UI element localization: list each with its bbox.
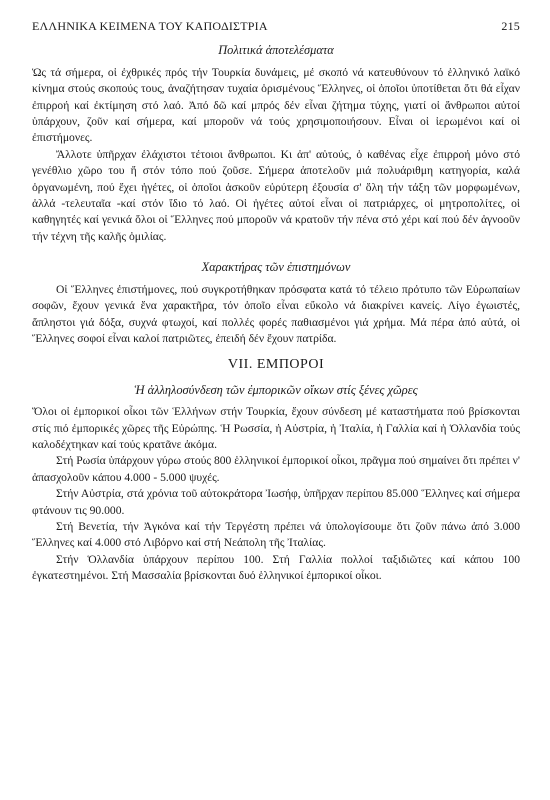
section-title-political-results: Πολιτικά ἀποτελέσματα xyxy=(218,43,334,58)
paragraph: Ὅλοι οἱ ἐμπορικοί οἶκοι τῶν Ἑλλήνων στήν Τουρκία, ἔχουν σύνδεση μέ καταστήματα πού βρίσκονται στίς πιό ἐμπορικές χῶρες τῆς Εὐρώπης. Ἡ Ρωσσία, ἡ Αὐστρία, ἡ Ἰταλία, ἡ Γαλλία καί ἡ Ὁλλανδία τούς καλοδέχτηκαν καί τούς κρατᾶνε ἀκόμα. xyxy=(32,405,520,451)
paragraph: Στή Βενετία, τήν Ἀγκόνα καί τήν Τεργέστη πρέπει νά ὑπολογίσουμε ὅτι ζοῦν πάνω ἀπό 3.000 Ἕλληνες καί 4.000 στό Λιβόρνο καί στή Νεάπολη τῆς Ἰταλίας. xyxy=(32,519,520,550)
paragraph: Στήν Αὐστρία, στά χρόνια τοῦ αὐτοκράτορα Ἰωσήφ, ὑπῆρχαν περίπου 85.000 Ἕλληνες καί σήμερα φτάνουν τις 90.000. xyxy=(32,487,520,517)
running-head xyxy=(32,18,520,34)
paragraph: Στήν Ὁλλανδία ὑπάρχουν περίπου 100. Στή Γαλλία πολλοί ταξιδιῶτες καί κάπου 100 ἐγκατεστημένοι. Στή Μασσαλία βρίσκονται δυό ἑλληνικοί ἐμπορικοί οἶκοι. xyxy=(32,552,520,583)
page-number: 215 xyxy=(501,19,520,33)
paragraph: Οἱ Ἕλληνες ἐπιστήμονες, πού συγκροτήθηκαν πρόσφατα κατά τό τέλειο πρότυπο τῶν Εὐρωπαίων σοφῶν, ἔχουν γενικά ἕνα χαρακτῆρα, τόν ὁποῖο εἶναι εὔκολο νά διακρίνει κανείς. Λίγο ἐγωιστές, ἄπληστοι γιά δόξα, συχνά φτωχοί, καί πολλές φορές παθιασμένοι γιά χρήμα. Μά πέρα ἀπό αὐτά, οἱ Ἕλληνες σοφοί εἶναι καλοί πατριῶτες, ἐπειδή δέν ἔχουν πατρίδα. xyxy=(32,282,520,345)
chapter-title: VII. ΕΜΠΟΡΟΙ xyxy=(227,357,325,373)
section-title-trade-houses: Ἡ ἀλληλοσύνδεση τῶν ἐμπορικῶν οἴκων στίς ξένες χῶρες xyxy=(134,382,418,397)
paragraph: Ὡς τά σήμερα, οἱ ἐχθρικές πρός τήν Τουρκία δυνάμεις, μέ σκοπό νά κατευθύνουν τό ἑλληνικό λαϊκό κίνημα στούς σκοπούς τους, ἀναζήτησαν τυχαία ὁρισμένους Ἕλληνες, οἱ ὁποῖοι ὑποτίθεται ὅτι θά εἶχαν ἐπιρροή καί ἐκτίμηση στό λαό. Ἀπό δῶ καί μπρός δέν εἶναι ζήτημα τύχης, γιατί οἱ ἄνθρωποι αὐτοί ὑπάρχουν, ζοῦν καί σήμερα, καί μποροῦν νά τούς χρησιμοποιήσουν. Εἶναι οἱ ἱερωμένοι καί οἱ ἐπιστήμονες. xyxy=(32,65,520,145)
section-title-scholars-character: Χαρακτήρας τῶν ἐπιστημόνων xyxy=(201,260,351,275)
paragraph: Στή Ρωσία ὑπάρχουν γύρω στούς 800 ἑλληνικοί ἐμπορικοί οἶκοι, πρᾶγμα πού σημαίνει ὅτι πρέπει ν' ἀπασχολοῦν κάπου 4.000 - 5.000 ψυχές. xyxy=(32,454,520,484)
paragraph: Ἄλλοτε ὑπῆρχαν ἐλάχιστοι τέτοιοι ἄνθρωποι. Κι ἀπ' αὐτούς, ὁ καθένας εἶχε ἐπιρροή μόνο στό γενέθλιο χῶρο του ἤ στόν τόπο πού ζοῦσε. Σήμερα ἀποτελοῦν μιά πολυάριθμη κατηγορία, καλά ὀργανωμένη, πού ἔχει ἡγέτες, οἱ ὁποῖοι ἀσκοῦν εὐρύτερη ἐξουσία σ' ὅλη τήν τάξη τῶν μορφωμένων, ἀλλά -τελευταῖα -καί στόν ἴδιο τό λαό. Οἱ ἡγέτες αὐτοί εἶναι οἱ πατριάρχες, οἱ μητροπολίτες, οἱ καθηγητές καί γενικά ὅλοι οἱ Ἕλληνες πού μποροῦν νά κρατοῦν τήν πένα στό χέρι καί πού δέν ἀγνοοῦν τήν τέχνη τῆς καλῆς ὁμιλίας. xyxy=(32,147,520,243)
running-title: ΕΛΛΗΝΙΚΑ ΚΕΙΜΕΝΑ ΤΟΥ ΚΑΠΟΔΙΣΤΡΙΑ xyxy=(32,19,268,33)
